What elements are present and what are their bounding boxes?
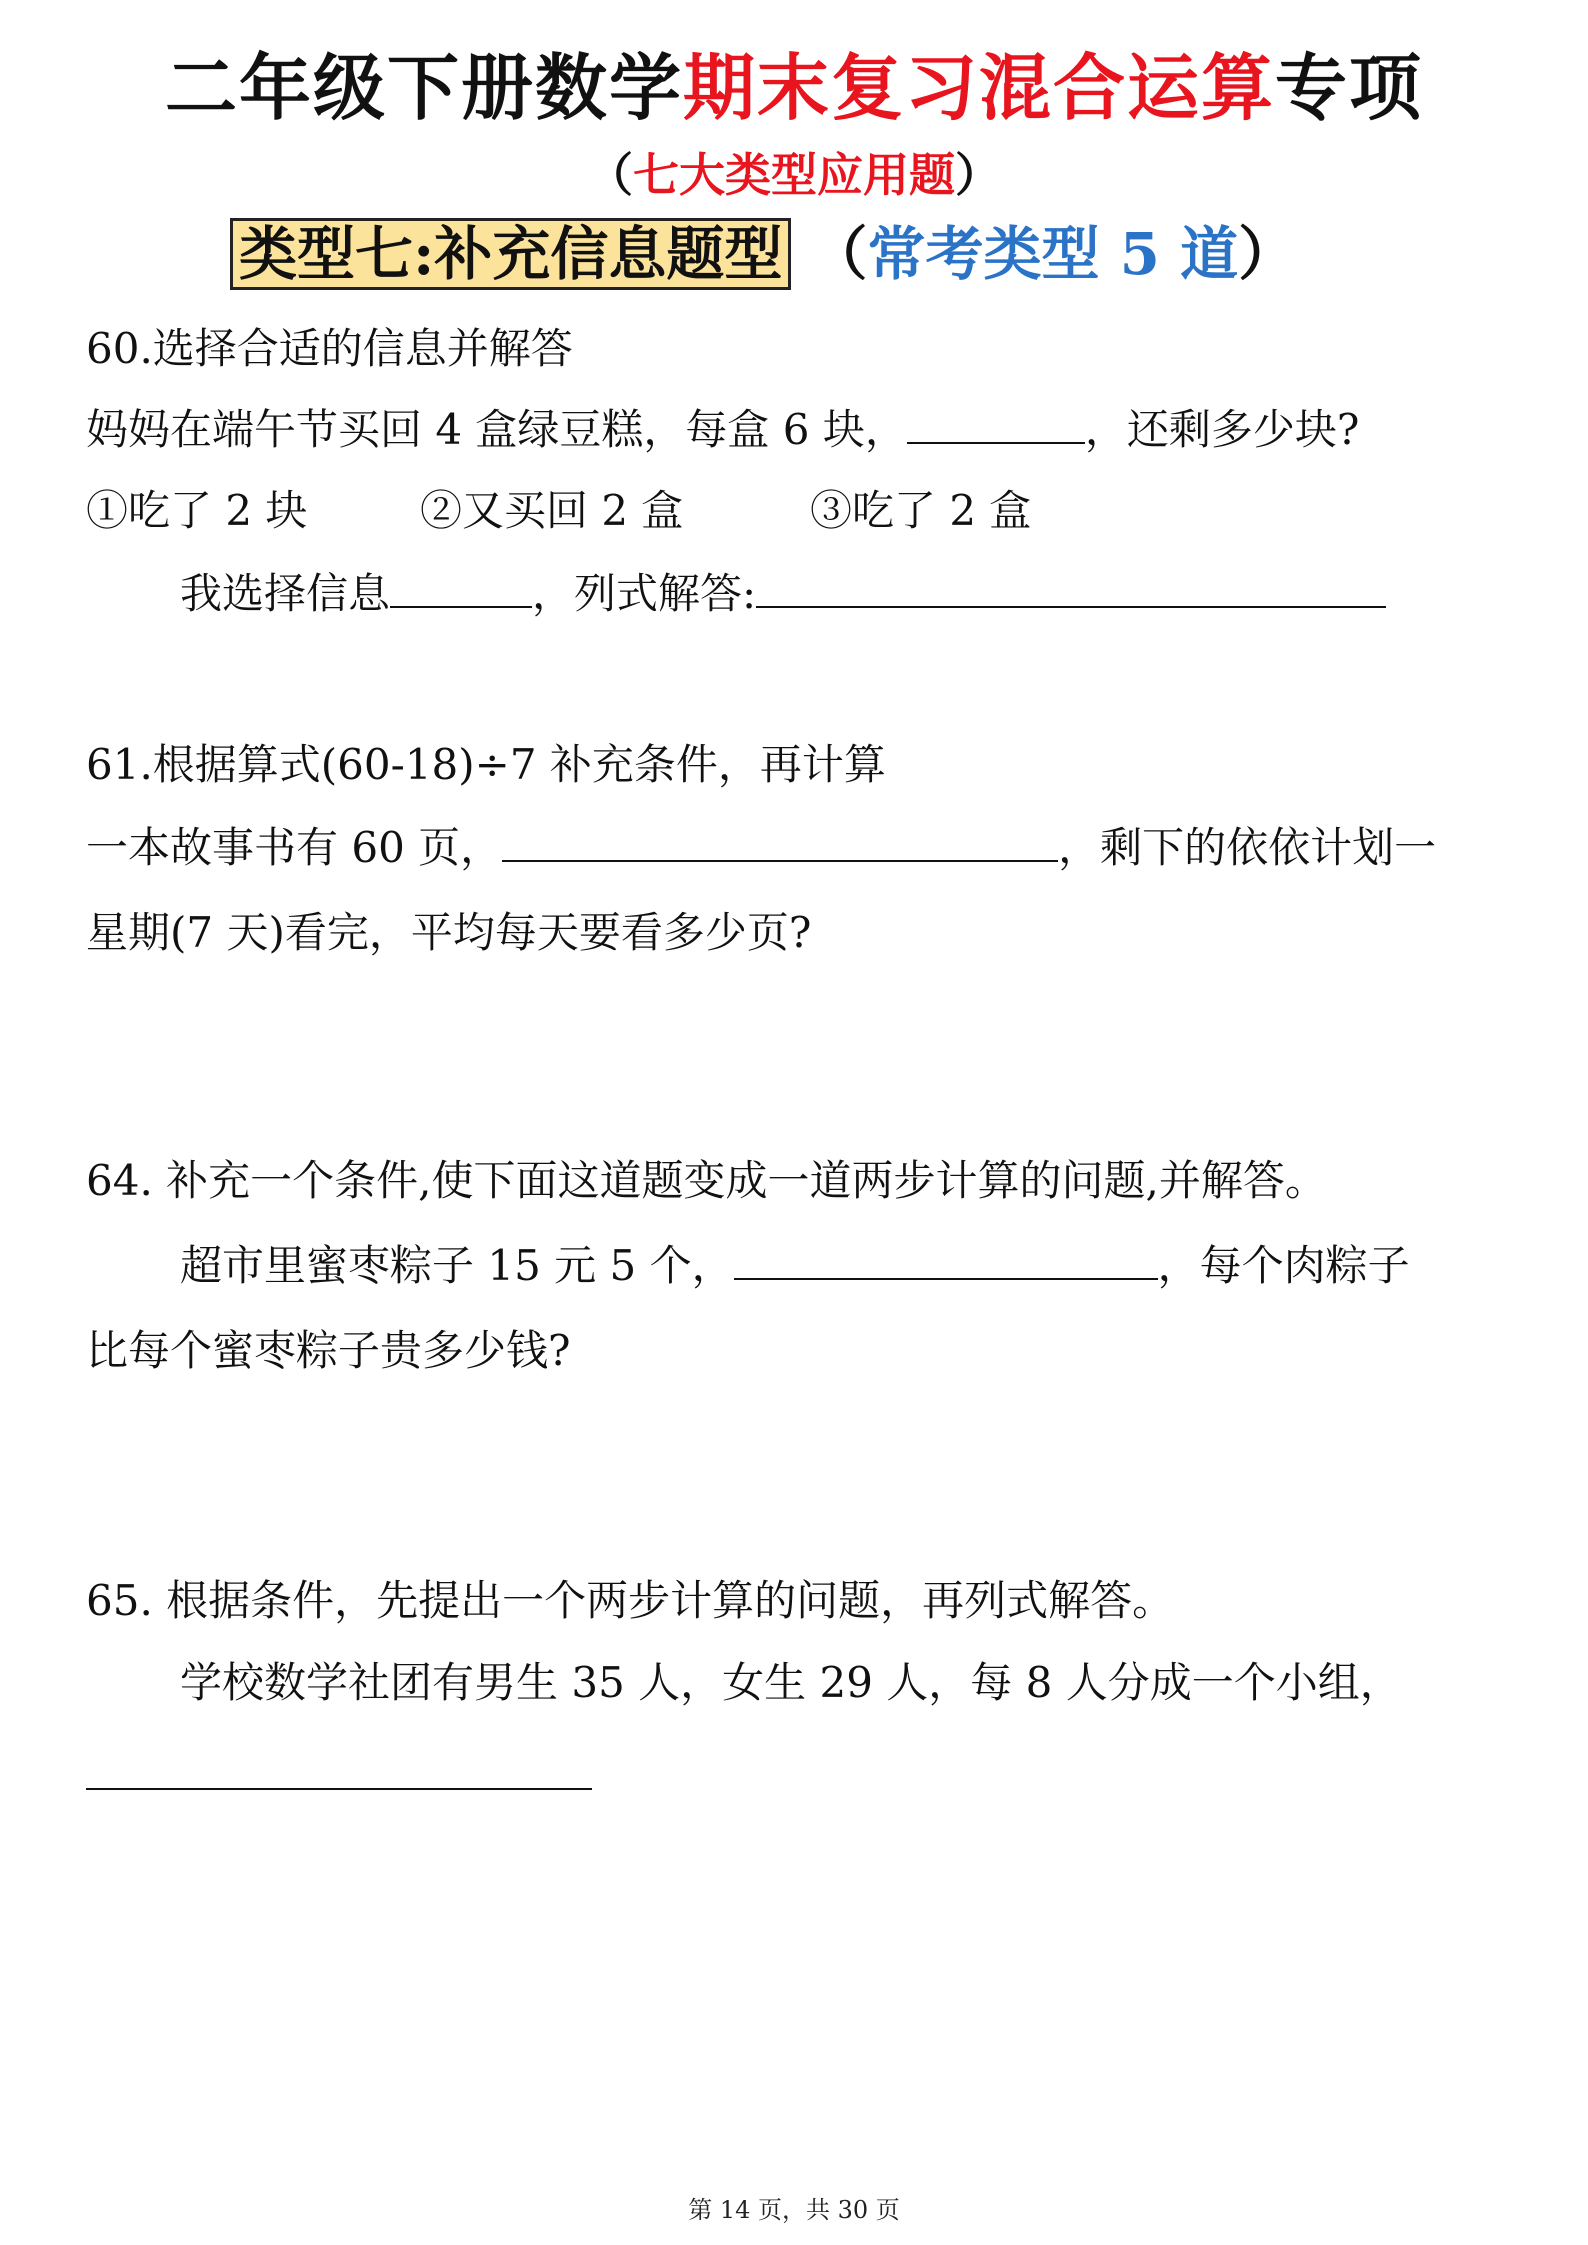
q61-line1 <box>86 823 1437 872</box>
q65-title: 65. 根据条件，先提出一个两步计算的问题，再列式解答。 <box>86 1576 1175 1625</box>
subtitle-close: ） <box>955 148 1001 202</box>
q65-blank-question[interactable] <box>86 1788 592 1790</box>
q60-option-3: ③吃了 2 盒 <box>810 486 1032 535</box>
q60-blank-info[interactable] <box>907 408 1085 444</box>
q61-blank-condition[interactable] <box>502 826 1058 862</box>
q60-line1-b: ，还剩多少块? <box>1084 405 1360 454</box>
q60-blank-choice[interactable] <box>390 572 532 608</box>
type-paren-open: （ <box>809 220 868 288</box>
q60-line1 <box>86 405 1360 454</box>
q64-line1 <box>180 1241 1410 1290</box>
type-note-text: 常考类型 5 道 <box>867 220 1239 288</box>
type-note <box>809 220 1297 288</box>
q60-line3 <box>180 569 1386 618</box>
q60-line1-a: 妈妈在端午节买回 4 盒绿豆糕，每盒 6 块， <box>86 405 907 454</box>
q64-line2: 比每个蜜枣粽子贵多少钱? <box>86 1326 571 1375</box>
subtitle-text: 七大类型应用题 <box>633 148 955 202</box>
page-title <box>0 46 1588 130</box>
q60-blank-answer[interactable] <box>756 572 1386 608</box>
q61-line1-a: 一本故事书有 60 页， <box>86 823 503 872</box>
type-paren-close: ） <box>1238 220 1297 288</box>
q60-option-1: ①吃了 2 块 <box>86 486 308 535</box>
q61-title: 61.根据算式(60-18)÷7 补充条件，再计算 <box>86 740 886 789</box>
title-part-2: 期末复习混合运算 <box>682 46 1275 130</box>
q65-line1: 学校数学社团有男生 35 人，女生 29 人，每 8 人分成一个小组， <box>180 1658 1402 1707</box>
q64-title: 64. 补充一个条件,使下面这道题变成一道两步计算的问题,并解答。 <box>86 1156 1327 1205</box>
q61-line2: 星期(7 天)看完，平均每天要看多少页? <box>86 908 812 957</box>
page-number: 第 14 页，共 30 页 <box>688 2196 900 2224</box>
subtitle-open: （ <box>587 148 633 202</box>
q60-line3-b: ，列式解答: <box>532 569 757 618</box>
section-heading <box>230 218 1296 290</box>
q64-line1-a: 超市里蜜枣粽子 15 元 5 个， <box>180 1241 734 1290</box>
q60-line3-a: 我选择信息 <box>180 569 391 618</box>
title-part-1: 二年级下册数学 <box>164 46 683 130</box>
type-label: 类型七:补充信息题型 <box>230 218 791 290</box>
title-part-3: 专项 <box>1275 46 1424 130</box>
q61-line1-b: ，剩下的依依计划一 <box>1058 823 1437 872</box>
q60-option-2: ②又买回 2 盒 <box>420 486 684 535</box>
q64-line1-b: ，每个肉粽子 <box>1157 1241 1410 1290</box>
subtitle <box>0 148 1588 202</box>
q60-title: 60.选择合适的信息并解答 <box>86 324 573 373</box>
q64-blank-condition[interactable] <box>734 1244 1158 1280</box>
